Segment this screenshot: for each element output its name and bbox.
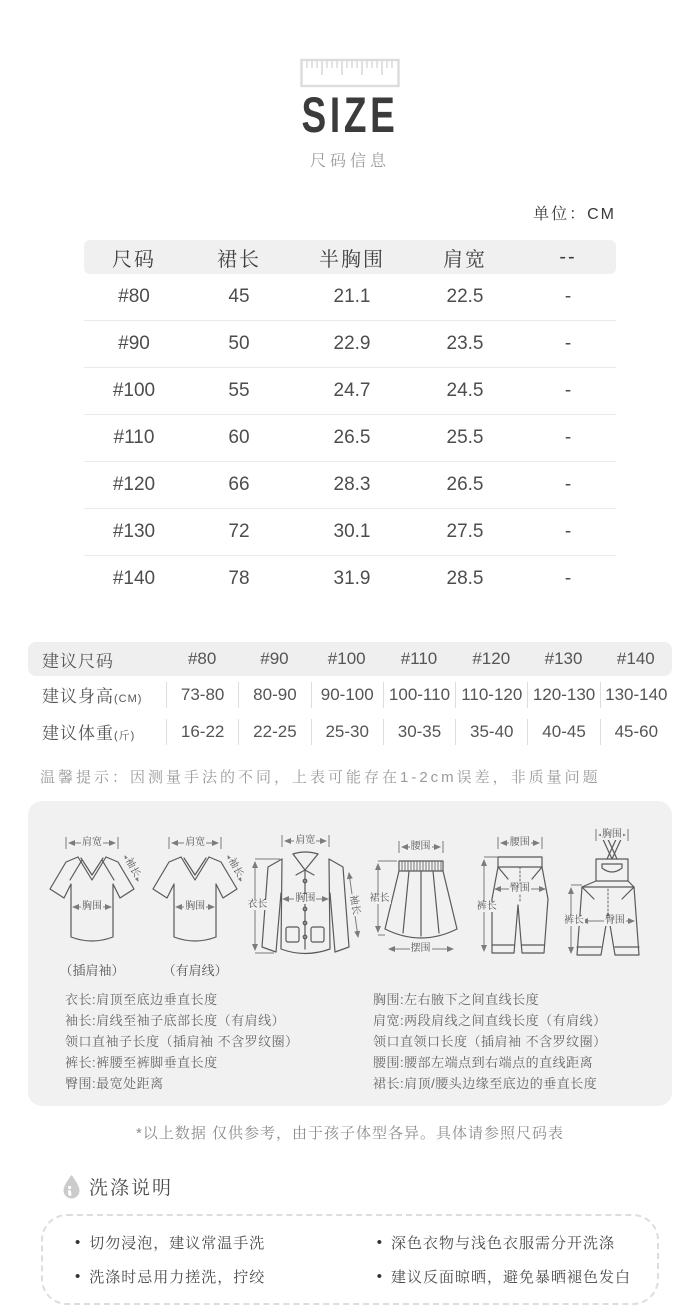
dim-label-chest: 胸围	[601, 829, 622, 840]
suggest-size-value: #140	[616, 649, 655, 668]
shoulder-cell: 23.5	[446, 333, 484, 354]
size-table	[84, 240, 616, 602]
suggest-size-header	[28, 642, 672, 676]
brand-header	[0, 0, 700, 171]
size-cell: #100	[112, 380, 156, 401]
length-cell: 78	[228, 568, 250, 589]
note-line: 腰围:腰部左端点到右端点的直线距离	[373, 1055, 594, 1070]
height-range: 80-90	[238, 682, 310, 708]
row-label-text: 建议身高	[42, 687, 114, 706]
dim-label-hip: 臀围	[509, 883, 530, 894]
measure-notes-right	[373, 989, 607, 1094]
page-title: SIZE	[301, 87, 399, 143]
length-cell: 72	[228, 521, 250, 542]
washing-item	[377, 1266, 631, 1287]
length-cell: 50	[228, 333, 250, 354]
ruler-icon	[300, 58, 400, 88]
washing-item-text: 建议反面晾晒，避免暴晒褪色发白	[390, 1269, 631, 1286]
note-line: 袖长:肩线至袖子底部长度（有肩线）	[65, 1013, 286, 1028]
height-range: 90-100	[311, 682, 383, 708]
weight-range: 35-40	[455, 719, 527, 745]
reference-footnote: *以上数据 仅供参考，由于孩子体型各异。具体请参照尺码表	[135, 1125, 564, 1142]
dim-label-shoulder: 肩宽	[185, 837, 206, 848]
diagram-caption: （有肩线）	[162, 963, 228, 978]
chest-cell: 21.1	[333, 286, 371, 307]
washing-col-left	[75, 1232, 265, 1287]
warm-tip: 温馨提示：因测量手法的不同，上表可能存在1-2cm误差，非质量问题	[40, 769, 601, 786]
row-label	[28, 719, 166, 744]
length-cell: 66	[228, 474, 250, 495]
dim-label-chest: 胸围	[185, 901, 206, 912]
size-cell: #130	[112, 521, 156, 542]
note-line: 裤长:裤腰至裤脚垂直长度	[65, 1055, 218, 1070]
dash-cell: -	[564, 380, 572, 401]
dash-cell: -	[564, 333, 572, 354]
height-range: 73-80	[166, 682, 238, 708]
weight-range: 40-45	[527, 719, 599, 745]
height-range: 100-110	[383, 682, 455, 708]
note-line: 领口直袖子长度（插肩袖 不含罗纹圈）	[65, 1034, 299, 1049]
row-label-unit: (CM)	[114, 693, 143, 705]
size-cell: #140	[112, 568, 156, 589]
length-cell: 60	[228, 427, 250, 448]
dim-label-length: 裤长	[476, 901, 497, 912]
shoulder-cell: 27.5	[446, 521, 484, 542]
tee-seam-diagram	[145, 827, 245, 979]
note-line: 胸围:左右腋下之间直线长度	[373, 992, 540, 1007]
dim-label-length: 裤长	[563, 915, 584, 926]
chest-cell: 26.5	[333, 427, 371, 448]
column-header: 裙长	[217, 248, 261, 271]
table-row	[84, 274, 616, 321]
washing-item-text: 洗涤时忌用力搓洗，拧绞	[89, 1269, 266, 1286]
page-subtitle: 尺码信息	[309, 153, 390, 170]
weight-range: 45-60	[600, 719, 672, 745]
column-header: 尺码	[112, 248, 156, 271]
row-label	[28, 682, 166, 707]
suggest-weight-row	[28, 713, 672, 750]
suggest-size-value: #120	[472, 649, 511, 668]
note-line: 衣长:肩顶至底边垂直长度	[65, 992, 218, 1007]
size-table-header	[84, 240, 616, 274]
suggest-size-value: #110	[400, 649, 438, 668]
dim-label-waist: 腰围	[410, 841, 431, 852]
bullet-icon: •	[376, 1268, 383, 1285]
height-range: 110-120	[455, 682, 527, 708]
table-row	[84, 556, 616, 602]
chest-cell: 22.9	[333, 333, 371, 354]
length-cell: 45	[228, 286, 250, 307]
column-header: 半胸围	[319, 248, 385, 271]
measure-notes	[28, 979, 672, 1094]
dash-cell: -	[564, 474, 572, 495]
chest-cell: 30.1	[333, 521, 371, 542]
water-drop-icon	[62, 1174, 81, 1199]
washing-header	[62, 1173, 700, 1200]
weight-range: 16-22	[166, 719, 238, 745]
suggest-height-row	[28, 676, 672, 713]
shoulder-cell: 26.5	[446, 474, 484, 495]
chest-cell: 28.3	[333, 474, 371, 495]
dim-label-length: 衣长	[247, 899, 268, 910]
table-row	[84, 415, 616, 462]
washing-item	[377, 1232, 631, 1253]
size-cell: #80	[118, 286, 150, 307]
overalls-diagram	[563, 827, 658, 979]
bullet-icon: •	[75, 1268, 82, 1285]
chest-cell: 24.7	[333, 380, 371, 401]
jacket-diagram	[248, 827, 363, 979]
table-row	[84, 321, 616, 368]
note-line: 裙长:肩顶/腰头边缘至底边的垂直长度	[373, 1076, 598, 1091]
dim-label-hip: 臀围	[604, 915, 625, 926]
suggest-size-value: #100	[327, 649, 366, 668]
table-row	[84, 509, 616, 556]
dim-label-waist: 腰围	[509, 837, 530, 848]
dim-label-sleeve: 袖长	[347, 894, 363, 916]
dim-label-sleeve: 袖长	[122, 856, 142, 880]
column-header: 肩宽	[443, 248, 487, 271]
dim-label-chest: 胸围	[295, 893, 316, 904]
dash-cell: -	[564, 427, 572, 448]
dim-label-shoulder: 肩宽	[82, 837, 102, 848]
washing-col-right	[377, 1232, 631, 1287]
skirt-diagram	[367, 827, 475, 979]
note-line: 肩宽:两段肩线之间直线长度（有肩线）	[373, 1013, 607, 1028]
washing-item-text: 深色衣物与浅色衣服需分开洗涤	[390, 1235, 615, 1252]
height-range: 130-140	[600, 682, 672, 708]
diagram-caption: （插肩袖）	[59, 963, 125, 978]
overalls-icon	[566, 827, 658, 977]
washing-instructions-box	[41, 1214, 659, 1305]
column-header: --	[559, 245, 577, 268]
note-line: 臀围:最宽处距离	[65, 1076, 164, 1091]
size-cell: #90	[118, 333, 150, 354]
shoulder-cell: 22.5	[446, 286, 484, 307]
dash-cell: -	[564, 568, 572, 589]
shoulder-cell: 28.5	[446, 568, 484, 589]
table-row	[84, 462, 616, 509]
dash-cell: -	[564, 521, 572, 542]
height-range: 120-130	[527, 682, 599, 708]
suggest-size-table	[28, 642, 672, 750]
suggest-size-label: 建议尺码	[42, 651, 114, 671]
dim-label-shoulder: 肩宽	[295, 835, 316, 846]
row-label-text: 建议体重	[42, 724, 114, 743]
shoulder-cell: 24.5	[446, 380, 484, 401]
measure-notes-left	[65, 989, 373, 1094]
bullet-icon: •	[376, 1234, 383, 1251]
dim-label-length: 裙长	[369, 893, 390, 904]
unit-label: 单位：CM	[533, 206, 616, 223]
dash-cell: -	[564, 286, 572, 307]
pants-diagram	[478, 827, 563, 979]
washing-item	[75, 1232, 265, 1253]
dim-label-hem: 摆围	[410, 943, 431, 954]
table-row	[84, 368, 616, 415]
dim-label-sleeve: 袖长	[226, 856, 246, 880]
measure-panel	[28, 801, 672, 1106]
row-label-unit: (斤)	[114, 730, 136, 742]
length-cell: 55	[228, 380, 250, 401]
suggest-size-value: #80	[187, 649, 217, 668]
dim-label-chest: 胸围	[82, 901, 102, 912]
weight-range: 25-30	[311, 719, 383, 745]
shoulder-cell: 25.5	[446, 427, 484, 448]
garment-diagrams	[28, 827, 672, 979]
suggest-size-value: #90	[260, 649, 289, 668]
washing-item-text: 切勿浸泡，建议常温手洗	[89, 1235, 266, 1252]
size-cell: #120	[112, 474, 156, 495]
weight-range: 22-25	[238, 719, 310, 745]
suggest-size-value: #130	[544, 649, 583, 668]
size-cell: #110	[113, 427, 155, 448]
washing-title: 洗涤说明	[89, 1178, 174, 1199]
washing-item	[75, 1266, 265, 1287]
tee-raglan-diagram	[42, 827, 142, 979]
note-line: 领口直领口长度（插肩袖 不含罗纹圈）	[373, 1034, 607, 1049]
weight-range: 30-35	[383, 719, 455, 745]
chest-cell: 31.9	[333, 568, 371, 589]
bullet-icon: •	[75, 1234, 82, 1251]
